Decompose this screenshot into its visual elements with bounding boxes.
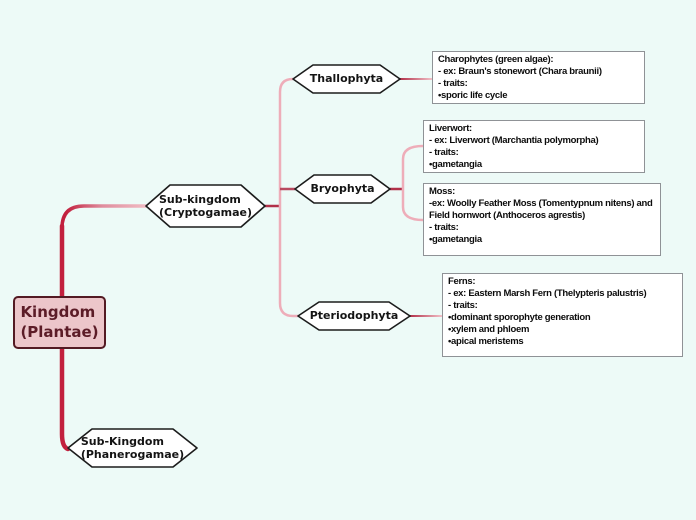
node-sub-kingdom-phanerogamae[interactable] — [68, 429, 197, 467]
note-line: - traits: — [438, 78, 468, 89]
note-line: •gametangia — [429, 159, 482, 170]
note-line: Ferns: — [448, 276, 476, 287]
node-pteriodophyta-label: Pteriodophyta — [309, 309, 399, 323]
node-phanerogamae-label: Sub-Kingdom (Phanerogamae) — [80, 434, 185, 461]
connector-root-to-cryptogamae — [62, 206, 146, 228]
note-line: Moss: — [429, 186, 455, 197]
note-ferns[interactable] — [442, 273, 683, 357]
node-bryophyta-label: Bryophyta — [310, 182, 375, 196]
node-thallophyta-label: Thallophyta — [309, 72, 384, 86]
connector-bryophyta-fork — [403, 146, 423, 220]
note-line: •apical meristems — [448, 336, 524, 347]
note-charophytes[interactable] — [432, 51, 645, 104]
note-line: - ex: Braun's stonewort (Chara braunii) — [438, 66, 602, 77]
note-line: - ex: Liverwort (Marchantia polymorpha) — [429, 135, 599, 146]
node-kingdom-plantae[interactable] — [13, 296, 106, 349]
node-pteriodophyta[interactable] — [298, 302, 410, 330]
node-cryptogamae-label: Sub-kingdom (Cryptogamae) — [158, 192, 253, 219]
note-line: •dominant sporophyte generation — [448, 312, 591, 323]
note-line: •gametangia — [429, 234, 482, 245]
note-line: •sporic life cycle — [438, 90, 508, 101]
node-sub-kingdom-cryptogamae[interactable] — [146, 185, 265, 227]
note-line: Liverwort: — [429, 123, 472, 134]
node-kingdom-plantae-label: Kingdom (Plantae) — [20, 303, 99, 341]
note-line: •xylem and phloem — [448, 324, 530, 335]
note-line: Charophytes (green algae): — [438, 54, 554, 65]
note-moss[interactable] — [423, 183, 661, 256]
note-line: - ex: Eastern Marsh Fern (Thelypteris palustris) — [448, 288, 647, 299]
note-line: - traits: — [429, 147, 459, 158]
node-bryophyta[interactable] — [295, 175, 390, 203]
note-line: - traits: — [429, 222, 459, 233]
node-thallophyta[interactable] — [293, 65, 400, 93]
note-line: -ex: Woolly Feather Moss (Tomentypnum nitens) and Field hornwort (Anthoceros agrestis) — [429, 198, 653, 221]
note-liverwort[interactable] — [423, 120, 645, 173]
note-line: - traits: — [448, 300, 478, 311]
